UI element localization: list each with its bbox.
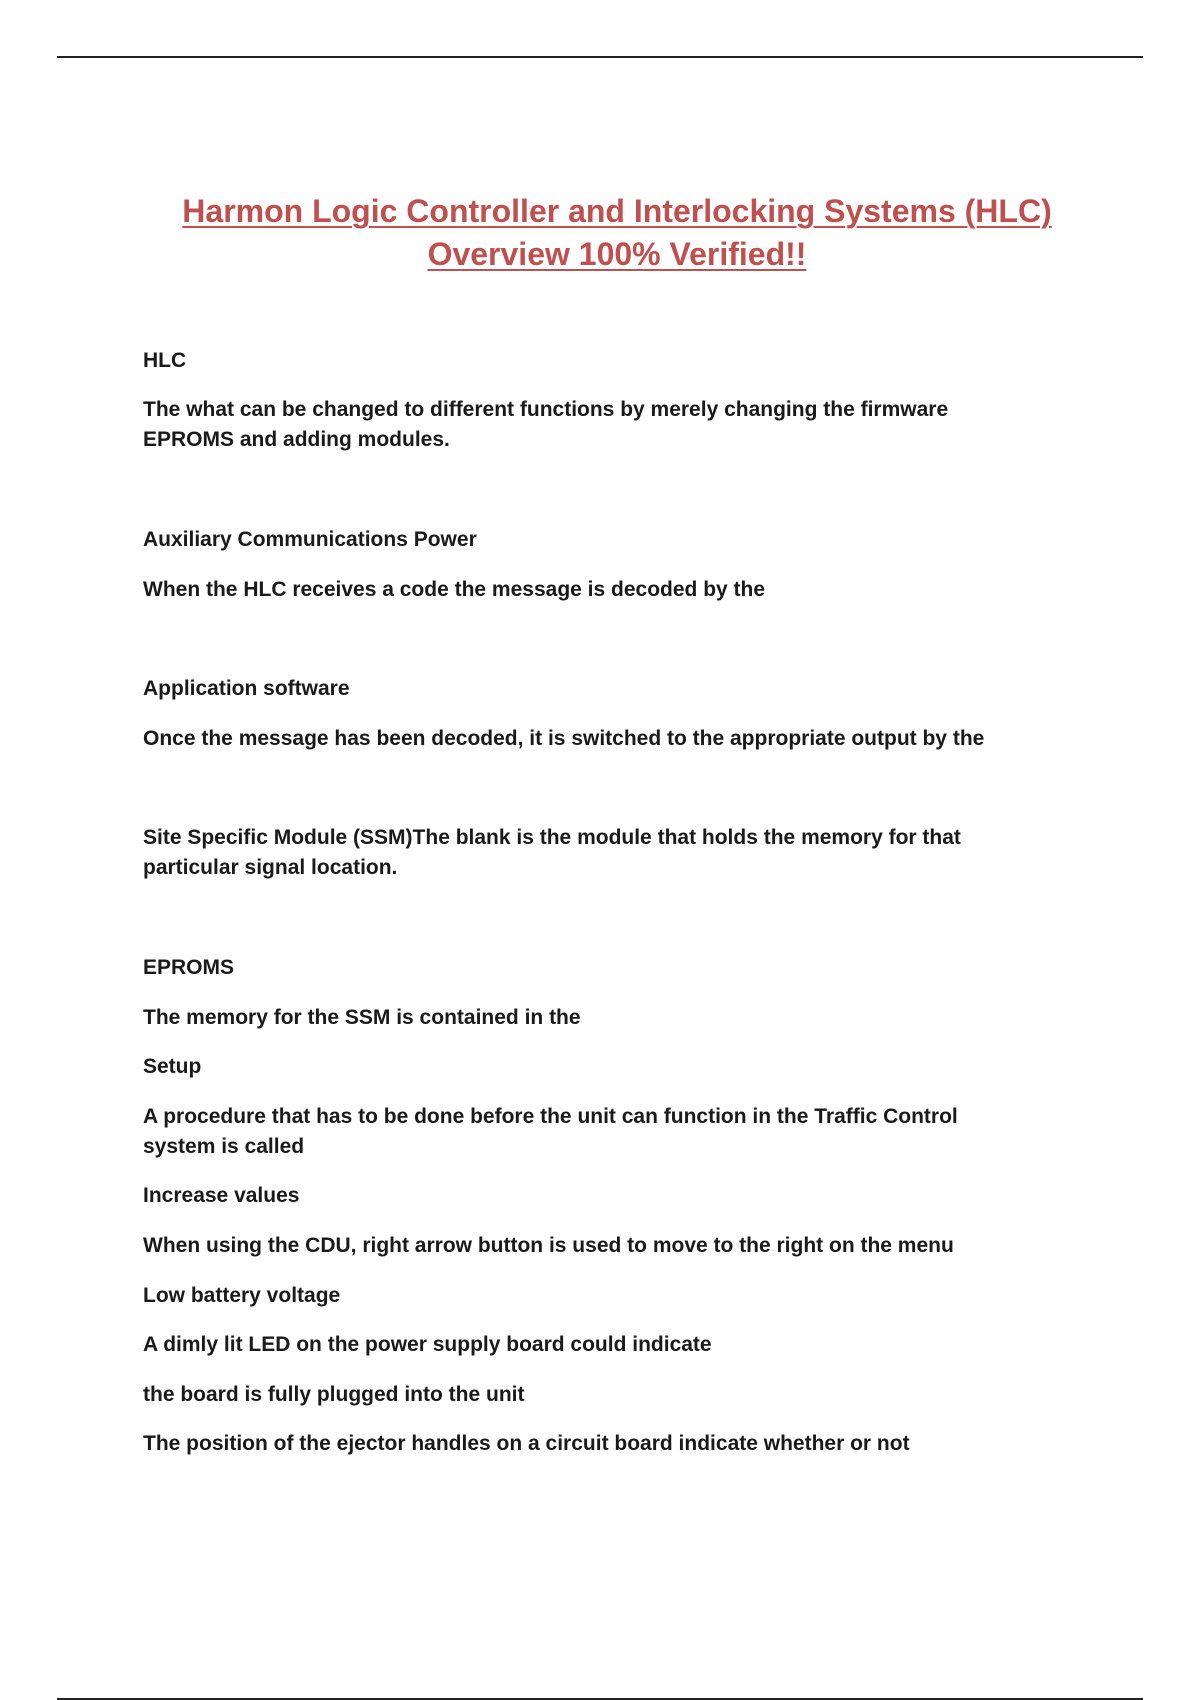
paragraph-line: system is called xyxy=(143,1135,305,1158)
paragraph-switched xyxy=(143,724,1083,754)
title-line-1: Harmon Logic Controller and Interlocking Systems (HLC) xyxy=(182,193,1052,229)
paragraph-aux-power xyxy=(143,525,1083,555)
paragraph-line: EPROMS xyxy=(143,956,235,979)
paragraph-line: When using the CDU, right arrow button is used to move to the right on the menu xyxy=(143,1234,954,1257)
paragraph-line: Increase values xyxy=(143,1184,300,1207)
top-rule xyxy=(57,56,1143,58)
paragraph-line: Once the message has been decoded, it is switched to the appropriate output by the xyxy=(143,727,985,750)
paragraph-procedure xyxy=(143,1102,1083,1162)
paragraph-line: When the HLC receives a code the message is decoded by the xyxy=(143,578,766,601)
paragraph-line: the board is fully plugged into the unit xyxy=(143,1383,525,1406)
paragraph-line: The what can be changed to different functions by merely changing the firmware xyxy=(143,398,949,421)
paragraph-line: Setup xyxy=(143,1055,202,1078)
paragraph-increase-values xyxy=(143,1181,1083,1211)
paragraph-cdu-arrow xyxy=(143,1231,1083,1261)
paragraph-low-battery xyxy=(143,1281,1083,1311)
paragraph-line: The memory for the SSM is contained in the xyxy=(143,1006,581,1029)
document-title xyxy=(120,190,1114,276)
paragraph-line: HLC xyxy=(143,349,187,372)
paragraph-line: EPROMS and adding modules. xyxy=(143,428,450,451)
paragraph-firmware xyxy=(143,395,1083,455)
paragraph-ejector-handles xyxy=(143,1429,1083,1459)
paragraph-app-software xyxy=(143,674,1083,704)
paragraph-line: particular signal location. xyxy=(143,856,398,879)
paragraph-line: A procedure that has to be done before the unit can function in the Traffic Control xyxy=(143,1105,958,1128)
paragraph-line: Application software xyxy=(143,677,350,700)
paragraph-line: Site Specific Module (SSM)The blank is the module that holds the memory for that xyxy=(143,826,961,849)
paragraph-eproms xyxy=(143,953,1083,983)
paragraph-hlc xyxy=(143,346,1083,376)
paragraph-line: A dimly lit LED on the power supply board could indicate xyxy=(143,1333,712,1356)
paragraph-line: Low battery voltage xyxy=(143,1284,341,1307)
paragraph-ssm xyxy=(143,823,1083,883)
paragraph-decoded xyxy=(143,575,1083,605)
paragraph-memory-ssm xyxy=(143,1003,1083,1033)
title-line-2: Overview 100% Verified!! xyxy=(427,236,807,272)
paragraph-line: The position of the ejector handles on a circuit board indicate whether or not xyxy=(143,1432,910,1455)
paragraph-line: Auxiliary Communications Power xyxy=(143,528,477,551)
paragraph-fully-plugged xyxy=(143,1380,1083,1410)
paragraph-setup xyxy=(143,1052,1083,1082)
paragraph-dim-led xyxy=(143,1330,1083,1360)
